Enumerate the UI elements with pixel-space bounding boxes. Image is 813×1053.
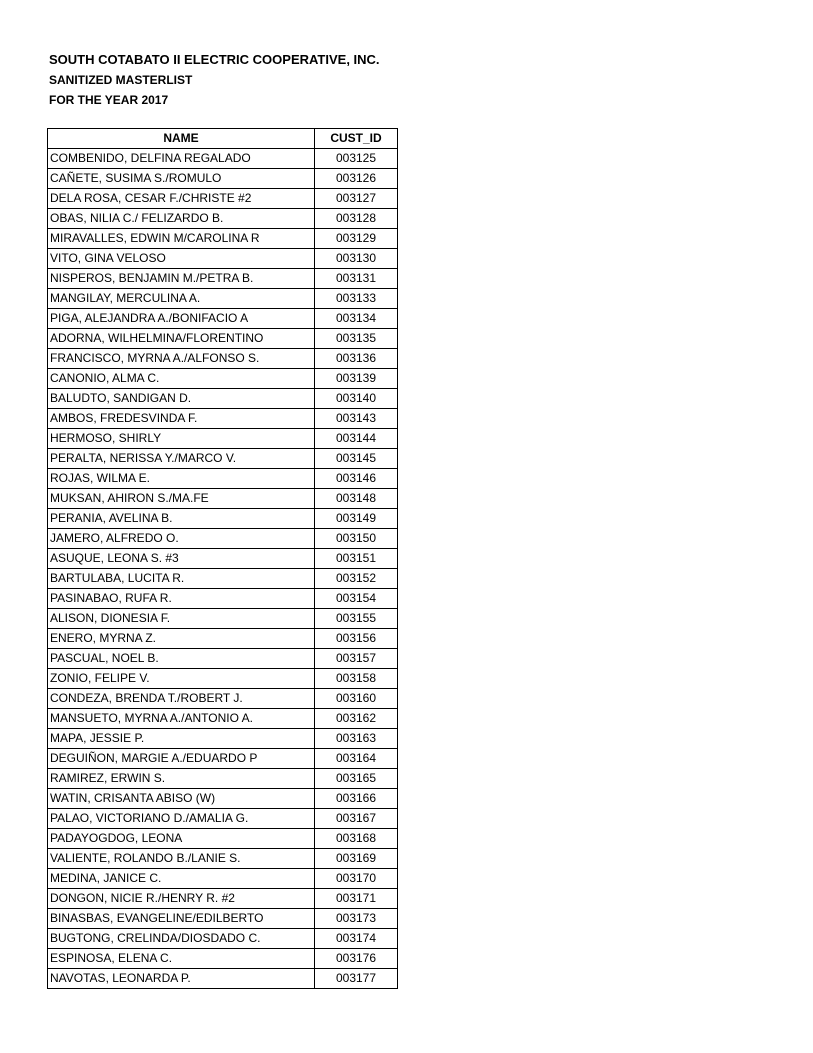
cell-cust-id: 003174	[315, 929, 398, 949]
cell-name: CONDEZA, BRENDA T./ROBERT J.	[48, 689, 315, 709]
cell-cust-id: 003143	[315, 409, 398, 429]
organization-title: SOUTH COTABATO II ELECTRIC COOPERATIVE, INC.	[49, 52, 380, 67]
document-header	[49, 50, 380, 110]
table-row	[48, 789, 398, 809]
cell-name: ENERO, MYRNA Z.	[48, 629, 315, 649]
cell-name: PERALTA, NERISSA Y./MARCO V.	[48, 449, 315, 469]
cell-cust-id: 003125	[315, 149, 398, 169]
cell-cust-id: 003150	[315, 529, 398, 549]
cell-name: BALUDTO, SANDIGAN D.	[48, 389, 315, 409]
cell-cust-id: 003164	[315, 749, 398, 769]
table-header-row	[48, 129, 398, 149]
table-row	[48, 769, 398, 789]
table-row	[48, 509, 398, 529]
cell-name: PADAYOGDOG, LEONA	[48, 829, 315, 849]
cell-name: FRANCISCO, MYRNA A./ALFONSO S.	[48, 349, 315, 369]
table-row	[48, 889, 398, 909]
cell-name: NISPEROS, BENJAMIN M./PETRA B.	[48, 269, 315, 289]
table-row	[48, 689, 398, 709]
cell-cust-id: 003149	[315, 509, 398, 529]
table-row	[48, 169, 398, 189]
cell-cust-id: 003176	[315, 949, 398, 969]
cell-name: RAMIREZ, ERWIN S.	[48, 769, 315, 789]
year-label: FOR THE YEAR 2017	[49, 93, 169, 107]
table-row	[48, 289, 398, 309]
table-row	[48, 349, 398, 369]
cell-cust-id: 003158	[315, 669, 398, 689]
cell-cust-id: 003129	[315, 229, 398, 249]
table-row	[48, 389, 398, 409]
table-row	[48, 709, 398, 729]
table-row	[48, 609, 398, 629]
cell-name: MEDINA, JANICE C.	[48, 869, 315, 889]
table-row	[48, 749, 398, 769]
cell-name: WATIN, CRISANTA ABISO (W)	[48, 789, 315, 809]
cell-name: DEGUIÑON, MARGIE A./EDUARDO P	[48, 749, 315, 769]
cell-name: ASUQUE, LEONA S. #3	[48, 549, 315, 569]
cell-name: PALAO, VICTORIANO D./AMALIA G.	[48, 809, 315, 829]
cell-name: DONGON, NICIE R./HENRY R. #2	[48, 889, 315, 909]
cell-cust-id: 003127	[315, 189, 398, 209]
cell-cust-id: 003156	[315, 629, 398, 649]
cell-cust-id: 003145	[315, 449, 398, 469]
cell-cust-id: 003130	[315, 249, 398, 269]
cell-name: JAMERO, ALFREDO O.	[48, 529, 315, 549]
table-row	[48, 909, 398, 929]
cell-name: MANGILAY, MERCULINA A.	[48, 289, 315, 309]
cell-name: ESPINOSA, ELENA C.	[48, 949, 315, 969]
cell-name: PERANIA, AVELINA B.	[48, 509, 315, 529]
cell-cust-id: 003133	[315, 289, 398, 309]
table-row	[48, 449, 398, 469]
cell-cust-id: 003157	[315, 649, 398, 669]
cell-cust-id: 003146	[315, 469, 398, 489]
cell-cust-id: 003163	[315, 729, 398, 749]
cell-cust-id: 003165	[315, 769, 398, 789]
table-row	[48, 189, 398, 209]
cell-name: VALIENTE, ROLANDO B./LANIE S.	[48, 849, 315, 869]
cell-name: HERMOSO, SHIRLY	[48, 429, 315, 449]
cell-cust-id: 003131	[315, 269, 398, 289]
cell-name: BINASBAS, EVANGELINE/EDILBERTO	[48, 909, 315, 929]
cell-cust-id: 003166	[315, 789, 398, 809]
table-row	[48, 369, 398, 389]
cell-name: OBAS, NILIA C./ FELIZARDO B.	[48, 209, 315, 229]
table-row	[48, 249, 398, 269]
cell-name: ROJAS, WILMA E.	[48, 469, 315, 489]
table-row	[48, 409, 398, 429]
table-body	[48, 149, 398, 989]
cell-cust-id: 003155	[315, 609, 398, 629]
cell-name: ZONIO, FELIPE V.	[48, 669, 315, 689]
cell-name: NAVOTAS, LEONARDA P.	[48, 969, 315, 989]
table-row	[48, 529, 398, 549]
cell-cust-id: 003177	[315, 969, 398, 989]
cell-cust-id: 003173	[315, 909, 398, 929]
cell-cust-id: 003154	[315, 589, 398, 609]
cell-cust-id: 003128	[315, 209, 398, 229]
cell-cust-id: 003168	[315, 829, 398, 849]
cell-name: MAPA, JESSIE P.	[48, 729, 315, 749]
cell-name: BARTULABA, LUCITA R.	[48, 569, 315, 589]
table-row	[48, 669, 398, 689]
table-row	[48, 829, 398, 849]
table-row	[48, 809, 398, 829]
table-row	[48, 969, 398, 989]
cell-cust-id: 003160	[315, 689, 398, 709]
column-header-name: NAME	[48, 129, 315, 149]
cell-name: PIGA, ALEJANDRA A./BONIFACIO A	[48, 309, 315, 329]
table-row	[48, 229, 398, 249]
cell-name: PASINABAO, RUFA R.	[48, 589, 315, 609]
table-row	[48, 949, 398, 969]
table-row	[48, 209, 398, 229]
table-row	[48, 869, 398, 889]
cell-name: AMBOS, FREDESVINDA F.	[48, 409, 315, 429]
cell-cust-id: 003169	[315, 849, 398, 869]
table-row	[48, 489, 398, 509]
table-row	[48, 849, 398, 869]
table-row	[48, 549, 398, 569]
cell-name: DELA ROSA, CESAR F./CHRISTE #2	[48, 189, 315, 209]
table-row	[48, 589, 398, 609]
table-row	[48, 649, 398, 669]
cell-name: MANSUETO, MYRNA A./ANTONIO A.	[48, 709, 315, 729]
table-row	[48, 149, 398, 169]
cell-cust-id: 003126	[315, 169, 398, 189]
column-header-cust-id: CUST_ID	[315, 129, 398, 149]
cell-name: CAÑETE, SUSIMA S./ROMULO	[48, 169, 315, 189]
cell-name: MIRAVALLES, EDWIN M/CAROLINA R	[48, 229, 315, 249]
cell-cust-id: 003148	[315, 489, 398, 509]
table-row	[48, 309, 398, 329]
cell-cust-id: 003170	[315, 869, 398, 889]
table-row	[48, 929, 398, 949]
masterlist-table	[47, 128, 398, 989]
cell-name: BUGTONG, CRELINDA/DIOSDADO C.	[48, 929, 315, 949]
cell-name: ADORNA, WILHELMINA/FLORENTINO	[48, 329, 315, 349]
cell-name: PASCUAL, NOEL B.	[48, 649, 315, 669]
table-row	[48, 729, 398, 749]
cell-cust-id: 003135	[315, 329, 398, 349]
cell-cust-id: 003134	[315, 309, 398, 329]
cell-cust-id: 003171	[315, 889, 398, 909]
cell-cust-id: 003136	[315, 349, 398, 369]
cell-name: ALISON, DIONESIA F.	[48, 609, 315, 629]
table-row	[48, 429, 398, 449]
cell-name: MUKSAN, AHIRON S./MA.FE	[48, 489, 315, 509]
cell-cust-id: 003167	[315, 809, 398, 829]
cell-cust-id: 003162	[315, 709, 398, 729]
cell-cust-id: 003151	[315, 549, 398, 569]
table-row	[48, 629, 398, 649]
table-row	[48, 269, 398, 289]
cell-cust-id: 003144	[315, 429, 398, 449]
table-row	[48, 329, 398, 349]
cell-cust-id: 003139	[315, 369, 398, 389]
cell-name: CANONIO, ALMA C.	[48, 369, 315, 389]
table-row	[48, 469, 398, 489]
cell-name: VITO, GINA VELOSO	[48, 249, 315, 269]
cell-name: COMBENIDO, DELFINA REGALADO	[48, 149, 315, 169]
cell-cust-id: 003140	[315, 389, 398, 409]
cell-cust-id: 003152	[315, 569, 398, 589]
document-subtitle: SANITIZED MASTERLIST	[49, 73, 193, 87]
table-row	[48, 569, 398, 589]
